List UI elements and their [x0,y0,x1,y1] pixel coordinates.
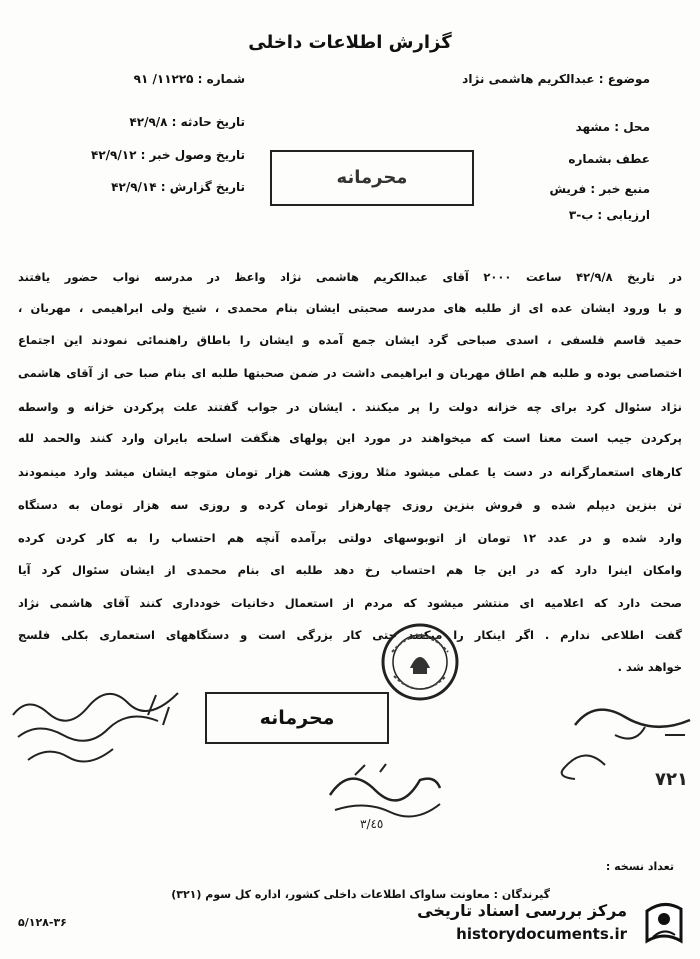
report-date-line: تاریخ گزارش : ۴۲/۹/۱۴ [111,180,245,194]
confidential-stamp-bottom [205,692,389,744]
watermark [417,895,695,953]
archive-number: ۵/۱۲۸-۳۶ [18,916,67,929]
svg-text:٧٢١: ٧٢١ [655,769,688,790]
incident-date-line: تاریخ حادثه : ۴۲/۹/۸ [129,115,245,129]
body-line-13: خواهد شد . [617,660,682,674]
copies-distribution: گیرندگان : معاونت ساواک اطلاعات داخلی کشور، اداره کل سوم (۳۲۱) [171,888,550,901]
reply-number-line: عطف بشماره [568,152,650,166]
body-line-10: وامکان اینرا دارد که در این جا هم احتساب رخ دهد طلبه ای بنام محمدی از ایشان سئوال کرد آیا [18,563,682,577]
body-line-12: گفت اطلاعی ندارم . اگر اینکار را میکنند حتی کار بزرگی است و دستگاههای استعماری بکلی فلسج [18,628,682,642]
body-line-5: نژاد سئوال کرد برای چه خزانه دولت را پر میکنند . ایشان در جواب گفتند علت پرکردن خزانه و واسطه [18,400,682,414]
body-line-1: در تاریخ ۴۲/۹/۸ ساعت ۲۰۰۰ آقای عبدالکریم هاشمی نژاد واعظ در مدرسه نواب حضور یافتند [18,270,682,284]
body-line-4: اختصاصی بوده و طلبه هم اطاق مهربان و ابراهیمی داشت در ضمن صحبتها طلبه ای بنام صبا حی از آقای هاشمی [18,366,682,380]
place-line: محل : مشهد [575,120,650,134]
number-line: شماره : ۱۱۲۲۵/ ۹۱ [133,72,245,86]
round-seal [380,622,460,702]
confidential-stamp-top [270,150,474,206]
copies-count: تعداد نسخه : [605,860,674,873]
source-line: منبع خبر : فریش [549,182,650,196]
confidential-stamp-bottom-text: محرمانه [259,707,335,729]
body-line-2: و با ورود ایشان عده ای از طلبه های مدرسه صحبتی ایشان بنام محمدی ، شیخ ولی ابراهیمی ، مهربان ، [18,301,682,315]
handwritten-note-left [8,685,198,775]
document-title: گزارش اطلاعات داخلی [248,32,452,53]
body-line-3: حمید قاسم فلسفی ، اسدی صباحی گرد ایشان جمع آمده و ایشان را باطاق راهنمائی نمودند این اجتماع [18,333,682,347]
body-line-6: پرکردن جیب است معنا است که میخواهند در مورد این پولهای هنگفت اسلحه بایران وارد کنند والحمد لله [18,431,682,445]
handwritten-note-right [545,705,695,795]
rating-line: ارزیابی : ب-۳ [568,208,650,222]
signature [320,760,450,830]
svg-text:٣/٤٥: ٣/٤٥ [360,817,384,830]
confidential-stamp-top-text: محرمانه [336,167,408,188]
body-line-7: کارهای استعمارگرانه در دست یا عملی میشود مثلا روزی هشت هزار تومان متوجه ایشان میشد وارد مینمودند [18,465,682,479]
watermark-logo-icon [637,897,691,951]
body-line-11: صحت دارد که اعلامیه ای منتشر میشود که مردم از استعمال دخانیات خودداری کنند آقای هاشمی نژاد [18,596,682,610]
body-line-8: تن بنزین دیپلم شده و فروش بنزین روزی چهارهزار تومان کرده و روزی سه هزار تومان به دستگاه [18,498,682,512]
body-line-9: وارد شده و در عدد ۱۲ تومان از اتوبوسهای دولتی برآمده آنچه هم احتساب را به کار کردن کرده [18,531,682,545]
receipt-date-line: تاریخ وصول خبر : ۴۲/۹/۱۲ [91,148,245,162]
watermark-url: historydocuments.ir [456,925,627,943]
watermark-title: مرکز بررسی اسناد تاریخی [417,901,627,920]
subject-line: موضوع : عبدالکریم هاشمی نژاد [462,72,650,86]
